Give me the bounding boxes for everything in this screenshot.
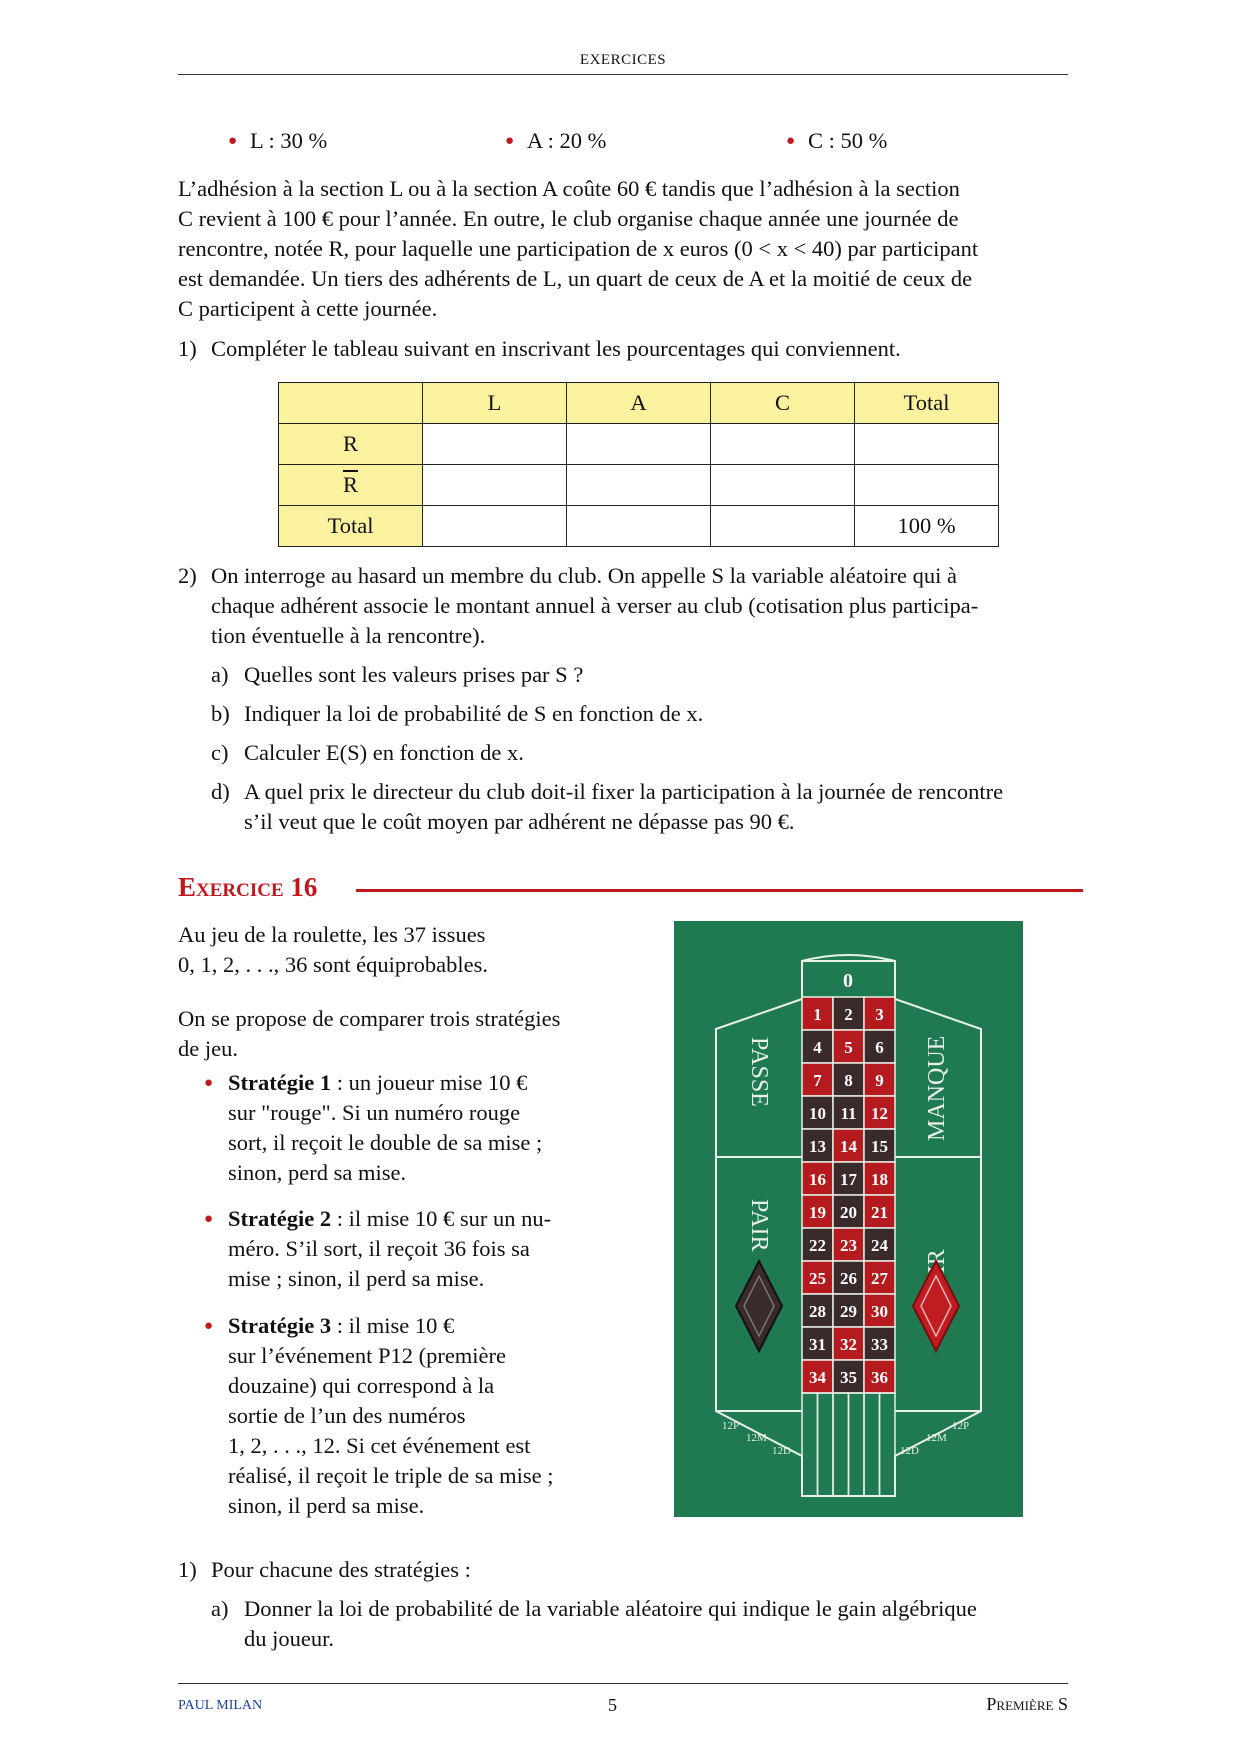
percentage-item	[505, 128, 606, 154]
roulette-number: 16	[809, 1170, 826, 1189]
header-rule	[178, 74, 1068, 75]
roulette-number: 20	[840, 1203, 857, 1222]
roulette-number: 4	[813, 1038, 822, 1057]
text-line: sur "rouge". Si un numéro rouge	[228, 1100, 521, 1125]
table-cell: 100 %	[855, 506, 999, 547]
sub-question-number: c)	[211, 740, 229, 765]
question-number: 2)	[178, 563, 197, 588]
roulette-number: 15	[871, 1137, 888, 1156]
table-cell[interactable]	[855, 424, 999, 465]
intro-paragraph	[178, 174, 1068, 324]
bullet-icon: ●	[204, 1075, 214, 1091]
text-line: chaque adhérent associe le montant annuel à verser au club (cotisation plus participa-	[211, 593, 979, 618]
roulette-number: 8	[844, 1071, 853, 1090]
dozen-label: 12P	[722, 1420, 740, 1432]
sub-question-text: Quelles sont les valeurs prises par S ?	[244, 662, 584, 687]
roulette-number: 25	[809, 1269, 826, 1288]
exercise-rule	[356, 889, 1083, 892]
text-line: Au jeu de la roulette, les 37 issues	[178, 922, 486, 947]
roulette-number: 34	[809, 1368, 826, 1387]
sub-question-number: a)	[211, 662, 229, 687]
table-row	[279, 424, 999, 465]
page-number: 5	[608, 1695, 617, 1715]
table-cell[interactable]	[711, 506, 855, 547]
sub-question-text: Calculer E(S) en fonction de x.	[244, 740, 524, 765]
roulette-number: 18	[871, 1170, 888, 1189]
question-2	[178, 561, 1068, 651]
text-line: sinon, il perd sa mise.	[228, 1493, 425, 1518]
strategy-2	[204, 1204, 613, 1294]
text-line: de jeu.	[178, 1036, 238, 1061]
roulette-number: 28	[809, 1302, 826, 1321]
text-line: rencontre, notée R, pour laquelle une participation de x euros (0 < x < 40) par participant	[178, 236, 979, 261]
table-cell[interactable]	[423, 465, 567, 506]
text-line: On interroge au hasard un membre du club. On appelle S la variable aléatoire qui à	[211, 563, 957, 588]
roulette-number: 10	[809, 1104, 826, 1123]
text-line: s’il veut que le coût moyen par adhérent ne dépasse pas 90 €.	[244, 809, 795, 834]
sub-question-text	[244, 1594, 1068, 1654]
text-line: 0, 1, 2, . . ., 36 sont équiprobables.	[178, 952, 488, 977]
table-cell[interactable]	[423, 506, 567, 547]
roulette-number: 3	[875, 1005, 884, 1024]
text-line: mise ; sinon, il perd sa mise.	[228, 1266, 485, 1291]
table-cell[interactable]	[711, 465, 855, 506]
running-header: EXERCICES	[579, 52, 667, 68]
text-line: du joueur.	[244, 1626, 334, 1651]
text-line: sur l’événement P12 (première	[228, 1343, 507, 1368]
roulette-number: 19	[809, 1203, 826, 1222]
question-number: 1)	[178, 1557, 197, 1582]
percentage-text: C : 50 %	[808, 128, 888, 153]
roulette-number: 1	[813, 1005, 822, 1024]
bullet-icon: ●	[204, 1211, 214, 1227]
table-row	[279, 506, 999, 547]
row-label: Total	[279, 506, 423, 547]
dozen-label: 12M	[746, 1432, 767, 1444]
bullet-icon: ●	[505, 133, 515, 149]
roulette-number: 36	[871, 1368, 888, 1387]
text-line: sort, il reçoit le double de sa mise ;	[228, 1130, 543, 1155]
roulette-number: 9	[875, 1071, 884, 1090]
question-text: Pour chacune des stratégies :	[211, 1557, 471, 1582]
sub-question-text: Indiquer la loi de probabilité de S en fonction de x.	[244, 701, 704, 726]
strategy-1	[204, 1068, 613, 1188]
question-text: Compléter le tableau suivant en inscrivant les pourcentages qui conviennent.	[211, 336, 901, 361]
sub-question-number: a)	[211, 1596, 229, 1621]
table-cell[interactable]	[567, 506, 711, 547]
text-line: On se propose de comparer trois stratégies	[178, 1006, 561, 1031]
roulette-number: 33	[871, 1335, 888, 1354]
text-line: est demandée. Un tiers des adhérents de L, un quart de ceux de A et la moitié de ceux de	[178, 266, 973, 291]
ex16-intro	[178, 920, 613, 980]
roulette-number: 30	[871, 1302, 888, 1321]
percentage-table	[278, 382, 999, 547]
text-line: : il mise 10 € sur un nu-	[331, 1206, 552, 1231]
roulette-number: 14	[840, 1137, 857, 1156]
roulette-number: 22	[809, 1236, 826, 1255]
percentage-item	[786, 128, 887, 154]
sub-question-number: b)	[211, 701, 230, 726]
table-cell[interactable]	[423, 424, 567, 465]
roulette-number: 27	[871, 1269, 888, 1288]
sub-question-number: d)	[211, 779, 230, 804]
passe-label: PASSE	[746, 1037, 772, 1107]
text-line: méro. S’il sort, il reçoit 36 fois sa	[228, 1236, 530, 1261]
question-text	[211, 561, 1068, 651]
strategy-3	[204, 1311, 613, 1521]
table-header-row	[279, 383, 999, 424]
strategy-title: Stratégie 2	[228, 1206, 332, 1231]
table-cell[interactable]	[567, 424, 711, 465]
footer-rule	[178, 1683, 1068, 1684]
zero-label: 0	[843, 970, 853, 992]
text-line: Donner la loi de probabilité de la variable aléatoire qui indique le gain algébrique	[244, 1596, 977, 1621]
dozen-label: 12M	[926, 1432, 947, 1444]
table-header-cell	[279, 383, 423, 424]
ex16-sub-question-a	[178, 1594, 1068, 1654]
table-header-cell: L	[423, 383, 567, 424]
roulette-number: 17	[840, 1170, 857, 1189]
row-label: R	[279, 424, 423, 465]
exercise-title	[178, 872, 317, 903]
text-line: sinon, perd sa mise.	[228, 1160, 407, 1185]
roulette-table-image	[674, 921, 1023, 1517]
text-line: sortie de l’un des numéros	[228, 1403, 466, 1428]
table-header-cell: C	[711, 383, 855, 424]
text-line: C participent à cette journée.	[178, 296, 438, 321]
text-line: tion éventuelle à la rencontre).	[211, 623, 486, 648]
text-line: L’adhésion à la section L ou à la section A coûte 60 € tandis que l’adhésion à la section	[178, 176, 960, 201]
roulette-number: 2	[844, 1005, 853, 1024]
roulette-number: 32	[840, 1335, 857, 1354]
exercise-label: Exercice	[178, 872, 284, 902]
text-line: douzaine) qui correspond à la	[228, 1373, 495, 1398]
text-line: : il mise 10 €	[331, 1313, 455, 1338]
bullet-icon: ●	[786, 133, 796, 149]
roulette-number: 23	[840, 1236, 857, 1255]
roulette-number: 31	[809, 1335, 826, 1354]
roulette-number: 5	[844, 1038, 853, 1057]
exercise-number: 16	[290, 872, 318, 902]
roulette-number: 35	[840, 1368, 857, 1387]
roulette-number: 11	[840, 1104, 857, 1123]
bullet-icon: ●	[228, 133, 238, 149]
roulette-number: 29	[840, 1302, 857, 1321]
sub-question-d	[178, 777, 1068, 837]
table-header-cell: A	[567, 383, 711, 424]
table-header-cell: Total	[855, 383, 999, 424]
text-line: C revient à 100 € pour l’année. En outre, le club organise chaque année une journée de	[178, 206, 959, 231]
percentage-item	[228, 128, 327, 154]
roulette-number: 12	[871, 1104, 888, 1123]
percentage-text: A : 20 %	[527, 128, 607, 153]
text-line: réalisé, il reçoit le triple de sa mise ;	[228, 1463, 554, 1488]
dozen-label: 12D	[772, 1445, 791, 1457]
roulette-number: 13	[809, 1137, 826, 1156]
ex16-lead	[178, 1004, 613, 1064]
sub-question-text	[244, 777, 1068, 837]
pair-label: PAIR	[746, 1199, 772, 1252]
text-line: 1, 2, . . ., 12. Si cet événement est	[228, 1433, 531, 1458]
roulette-number: 7	[813, 1071, 822, 1090]
table-cell[interactable]	[567, 465, 711, 506]
roulette-number: 26	[840, 1269, 857, 1288]
roulette-number: 24	[871, 1236, 888, 1255]
strategy-title: Stratégie 3	[228, 1313, 332, 1338]
text-line: A quel prix le directeur du club doit-il fixer la participation à la journée de rencontre	[244, 779, 1004, 804]
footer-course: Première S	[986, 1694, 1068, 1714]
strategy-title: Stratégie 1	[228, 1070, 332, 1095]
text-line: : un joueur mise 10 €	[331, 1070, 528, 1095]
dozen-label: 12P	[952, 1420, 970, 1432]
table-row	[279, 465, 999, 506]
roulette-number: 21	[871, 1203, 888, 1222]
question-number: 1)	[178, 336, 197, 361]
table-cell[interactable]	[711, 424, 855, 465]
table-cell[interactable]	[855, 465, 999, 506]
dozen-label: 12D	[900, 1445, 919, 1457]
roulette-number: 6	[875, 1038, 884, 1057]
percentage-text: L : 30 %	[250, 128, 328, 153]
row-label: $\overline{R}$	[279, 465, 423, 506]
bullet-icon: ●	[204, 1318, 214, 1334]
footer-author: PAUL MILAN	[178, 1698, 263, 1713]
manque-label: MANQUE	[924, 1035, 950, 1141]
